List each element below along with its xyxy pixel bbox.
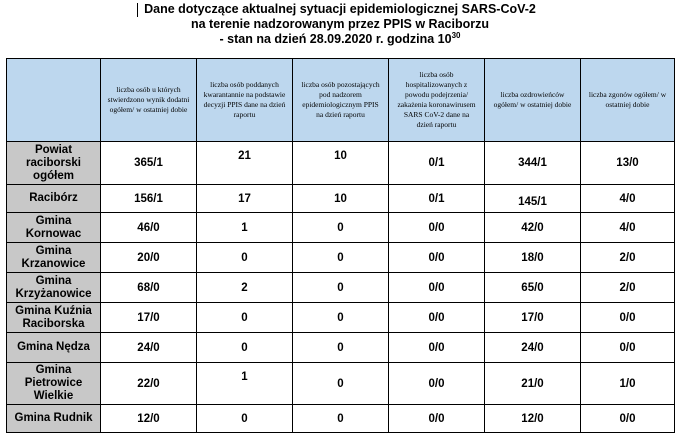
header-quarantine: liczba osób poddanych kwarantannie na podstawie decyzji PPIS dane na dzień raportu [197,59,293,142]
cell-supervision: 0 [293,363,389,405]
cell-quarantine: 0 [197,243,293,273]
cell-deaths: 4/0 [581,213,675,243]
cell-deaths: 1/0 [581,363,675,405]
cell-supervision: 0 [293,273,389,303]
header-corner-cell [7,59,101,142]
row-label: Gmina Krzyżanowice [7,273,101,303]
cell-positive: 156/1 [101,185,197,213]
cell-hospitalized: 0/0 [389,333,485,363]
cell-recovered [485,185,581,213]
title-line-1: Dane dotyczące aktualnej sytuacji epidemiologicznej SARS-CoV-2 [144,2,536,16]
cell-supervision [293,142,389,185]
cell-hospitalized: 0/1 [389,185,485,213]
cell-quarantine: 2 [197,273,293,303]
epidemiological-table [6,58,675,433]
title-line-2: na terenie nadzorowanym przez PPIS w Raciborzu [191,17,489,31]
cell-hospitalized: 0/0 [389,363,485,405]
cell-positive: 17/0 [101,303,197,333]
cell-recovered: 17/0 [485,303,581,333]
cell-quarantine: 17 [197,185,293,213]
cell-recovered-value: 145/1 [518,195,547,208]
cell-supervision-value: 10 [334,150,347,162]
cell-hospitalized: 0/0 [389,405,485,433]
cell-hospitalized: 0/0 [389,213,485,243]
cell-positive: 12/0 [101,405,197,433]
cell-quarantine-value: 1 [241,370,248,383]
table-row [7,333,675,363]
title-line-3 [0,32,680,47]
cell-supervision: 0 [293,405,389,433]
cell-deaths: 4/0 [581,185,675,213]
cell-positive: 22/0 [101,363,197,405]
cell-positive: 68/0 [101,273,197,303]
row-label: Gmina Kornowac [7,213,101,243]
header-deaths: liczba zgonów ogółem/ w ostatniej dobie [581,59,675,142]
cell-hospitalized: 0/1 [389,142,485,185]
cell-deaths: 0/0 [581,303,675,333]
cell-recovered: 12/0 [485,405,581,433]
cell-recovered: 18/0 [485,243,581,273]
row-label: Gmina Krzanowice [7,243,101,273]
cell-quarantine [197,363,293,405]
row-label: Racibórz [7,185,101,213]
table-row [7,142,675,185]
cell-deaths: 0/0 [581,333,675,363]
report-title [0,2,680,47]
header-hospitalized: liczba osób hospitalizowanych z powodu podejrzenia/ zakażenia koronawirusem SARS CoV-2 dane na dzień raportu [389,59,485,142]
table-row [7,273,675,303]
cell-deaths: 0/0 [581,405,675,433]
table-row [7,405,675,433]
cell-hospitalized: 0/0 [389,303,485,333]
cell-recovered: 24/0 [485,333,581,363]
cell-supervision: 0 [293,243,389,273]
cell-hospitalized: 0/0 [389,243,485,273]
header-positive-cases: liczba osób u których stwierdzono wynik dodatni ogółem/ w ostatniej dobie [101,59,197,142]
cell-recovered: 42/0 [485,213,581,243]
cell-quarantine: 0 [197,333,293,363]
cell-quarantine: 0 [197,405,293,433]
header-recovered: liczba ozdrowieńców ogółem/ w ostatniej dobie [485,59,581,142]
cell-positive: 46/0 [101,213,197,243]
table-row [7,185,675,213]
cell-quarantine [197,142,293,185]
cell-quarantine: 1 [197,213,293,243]
row-label: Gmina Kuźnia Raciborska [7,303,101,333]
title-hour-minutes: 30 [451,31,461,40]
cell-deaths: 2/0 [581,273,675,303]
cell-positive: 20/0 [101,243,197,273]
cell-supervision: 10 [293,185,389,213]
cell-positive: 365/1 [101,142,197,185]
text-cursor [137,3,138,17]
cell-recovered: 21/0 [485,363,581,405]
title-line-3-text: - stan na dzień 28.09.2020 r. godzina 10 [219,32,452,46]
header-supervision: liczba osób pozostających pod nadzorem epidemiologicznym PPIS na dzień raportu [293,59,389,142]
cell-hospitalized: 0/0 [389,273,485,303]
row-label: Powiat raciborski ogółem [7,142,101,185]
table-row [7,243,675,273]
cell-supervision: 0 [293,333,389,363]
cell-deaths: 2/0 [581,243,675,273]
cell-deaths: 13/0 [581,142,675,185]
cell-supervision: 0 [293,213,389,243]
row-label: Gmina Pietrowice Wielkie [7,363,101,405]
cell-supervision: 0 [293,303,389,333]
table-row [7,303,675,333]
table-row [7,363,675,405]
cell-recovered: 65/0 [485,273,581,303]
cell-positive: 24/0 [101,333,197,363]
row-label: Gmina Rudnik [7,405,101,433]
table-header-row [7,59,675,142]
table-row [7,213,675,243]
cell-quarantine: 0 [197,303,293,333]
cell-quarantine-value: 21 [238,150,251,162]
cell-recovered: 344/1 [485,142,581,185]
row-label: Gmina Nędza [7,333,101,363]
